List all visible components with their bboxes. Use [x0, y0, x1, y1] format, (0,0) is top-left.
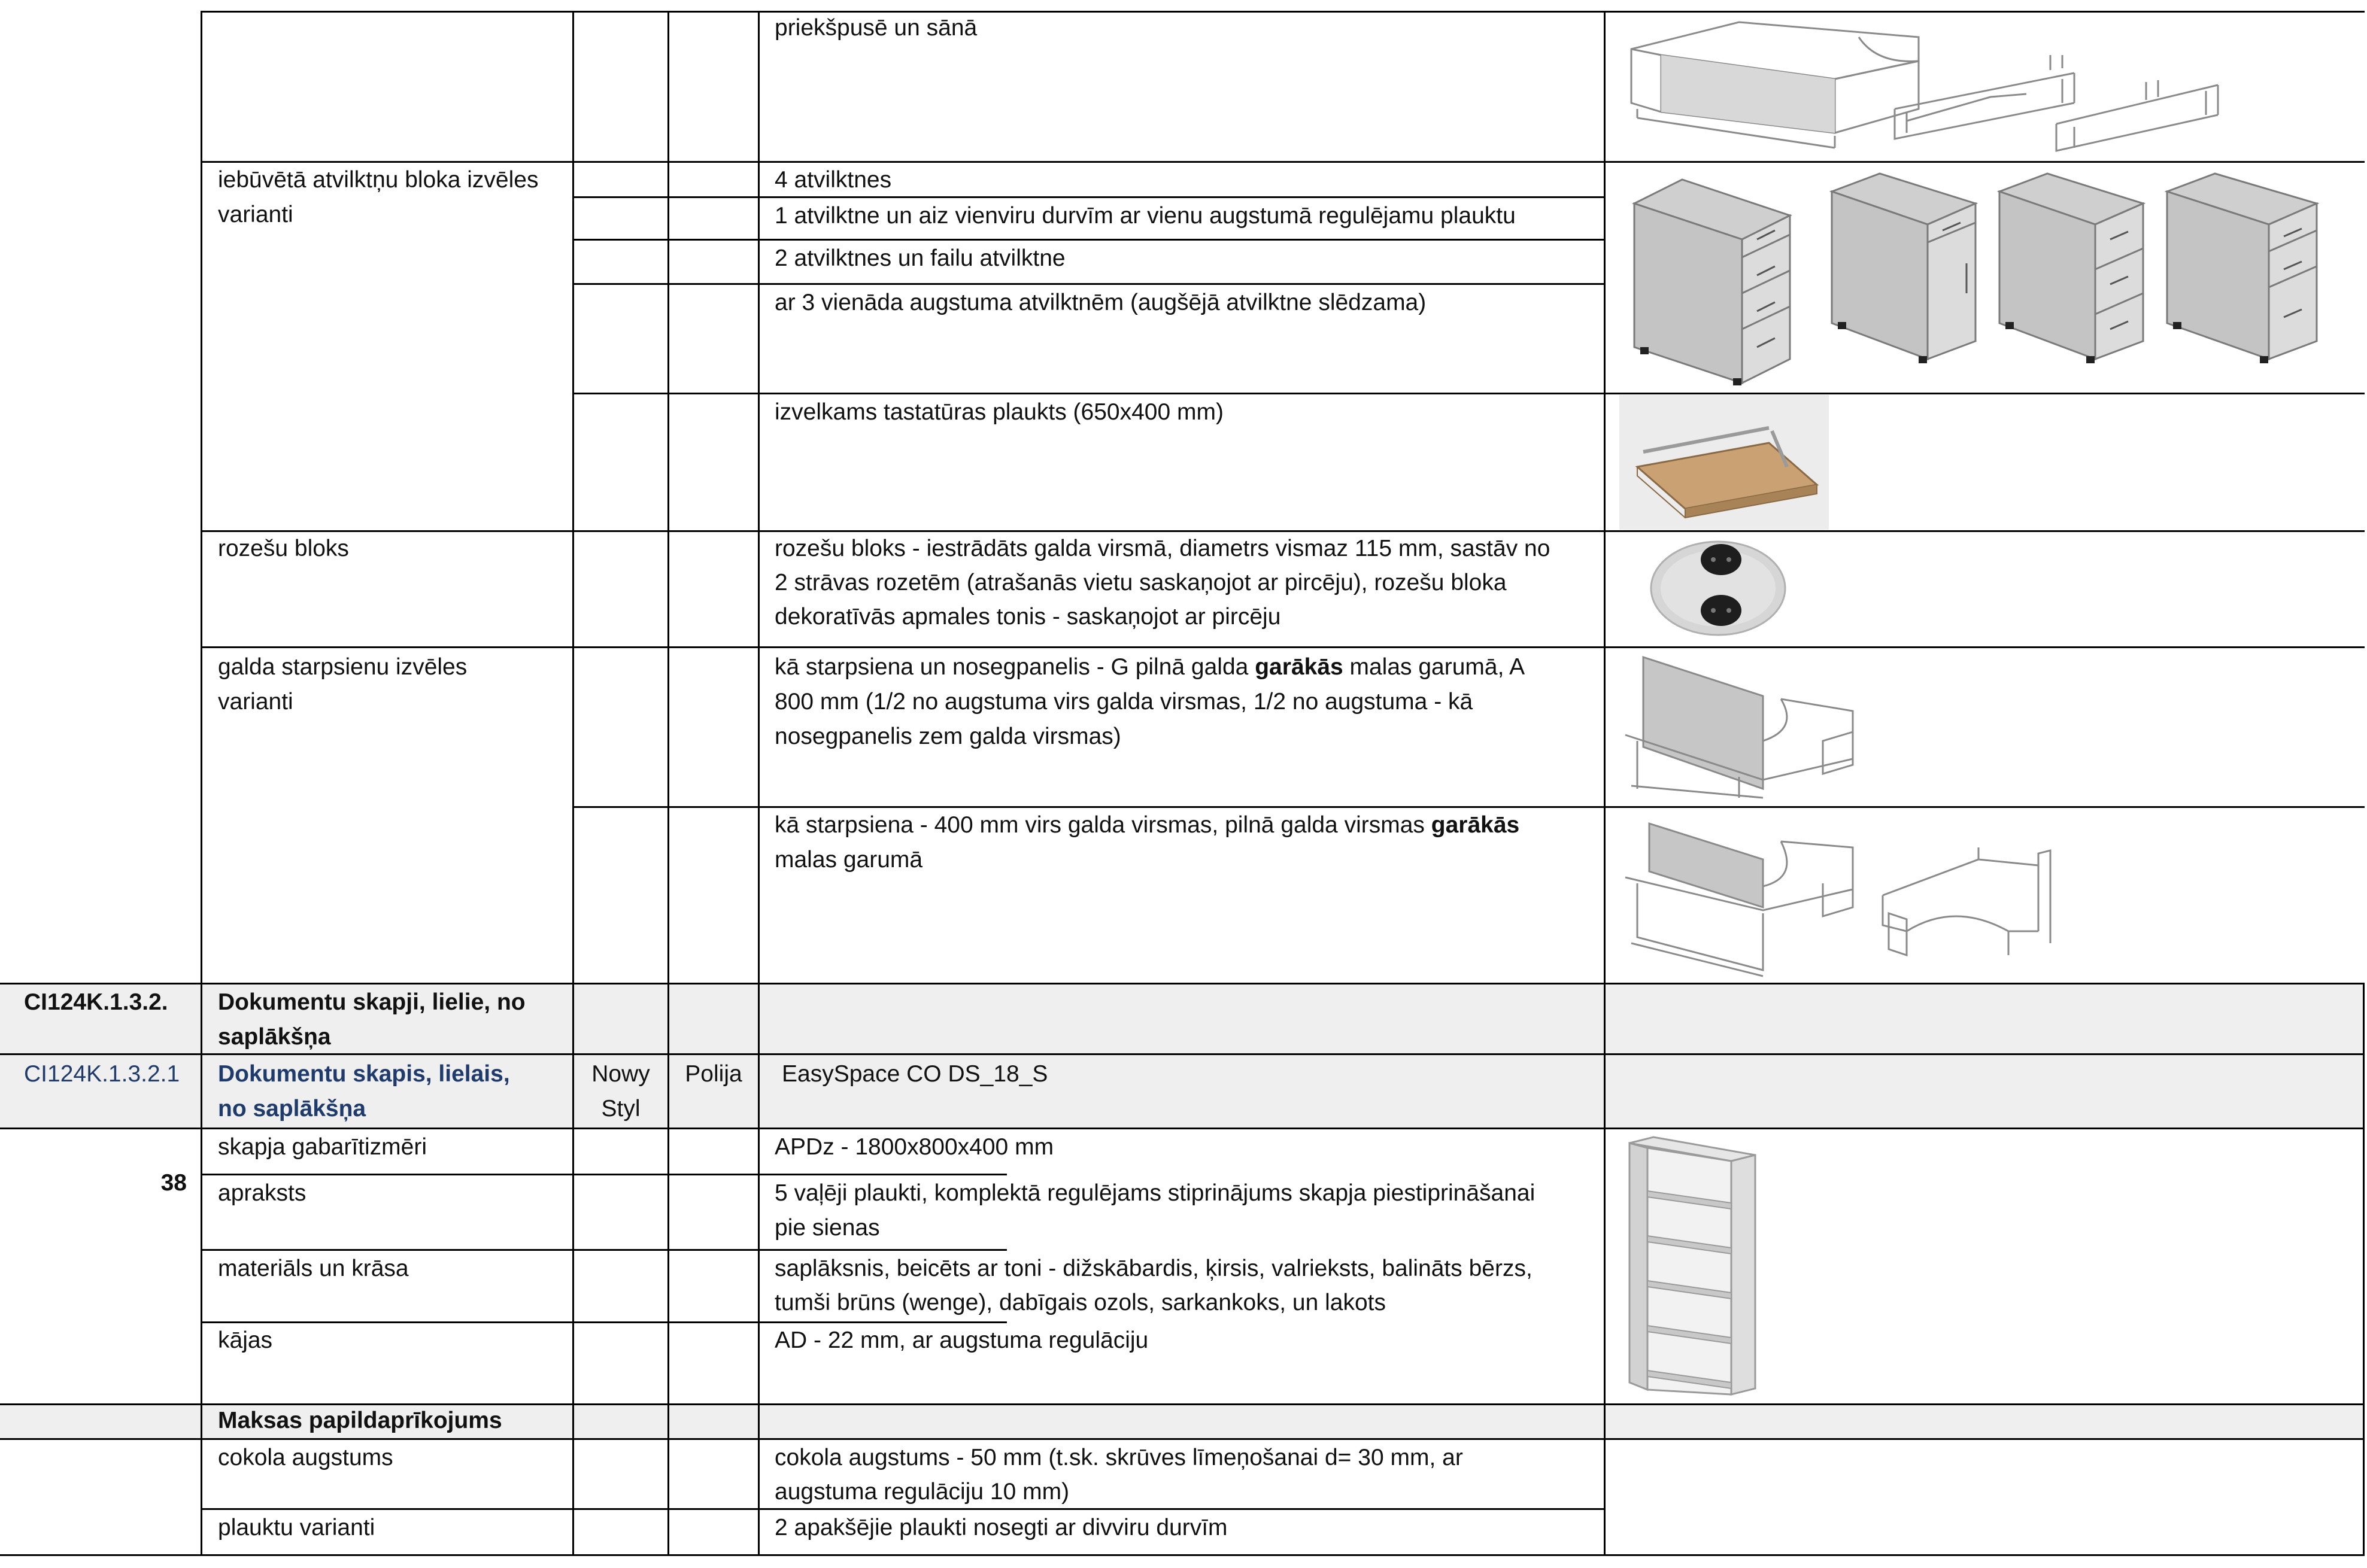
- cabinet-value: AD - 22 mm, ar augstuma regulāciju: [775, 1327, 1149, 1353]
- drawer-option: ar 3 vienāda augstuma atvilktnēm (augšējā atvilktne slēdzama): [775, 290, 1427, 315]
- socket-desc-line2: 2 strāvas rozetēm (atrašanās vietu saskaņojot ar pircēju), rozešu bloka: [775, 570, 1507, 595]
- extras-label: plauktu varianti: [218, 1515, 375, 1540]
- row-line: [0, 983, 2365, 984]
- col-line-1: [201, 11, 202, 1556]
- text-run: malas garumā, A: [1343, 654, 1525, 680]
- drawer-label-line1: iebūvētā atvilktņu bloka izvēles: [218, 167, 539, 193]
- keyboard-tray-figure: [1619, 395, 1829, 530]
- item-title-line1: Dokumentu skapis, lielais,: [218, 1061, 510, 1087]
- drawer-option: 1 atvilktne un aiz vienviru durvīm ar vienu augstumā regulējamu plauktu: [775, 203, 1516, 229]
- item-maker-line1: Nowy: [591, 1061, 650, 1087]
- col-line-2: [572, 11, 574, 1556]
- item-model: EasySpace CO DS_18_S: [782, 1061, 1048, 1087]
- drawer-option: 2 atvilktnes un failu atvilktne: [775, 245, 1066, 271]
- bookcase-figure: [1623, 1131, 1767, 1399]
- desk-partition-figure: [1619, 651, 1859, 801]
- cabinet-label: skapja gabarītizmēri: [218, 1134, 427, 1160]
- partition-desc1-line1: [775, 650, 1525, 685]
- desk-upper-partition-figure: [1619, 812, 2074, 979]
- extras-header: Maksas papildaprīkojums: [218, 1408, 502, 1433]
- col-line-4: [758, 11, 760, 1556]
- row-line: [572, 283, 1604, 285]
- item-code: CI124K.1.3.2.1: [24, 1061, 180, 1087]
- cabinet-value: 5 vaļēji plaukti, komplektā regulējams stiprinājums skapja piestiprināšanai: [775, 1180, 1535, 1206]
- cabinet-value: APDz - 1800x800x400 mm: [775, 1134, 1054, 1160]
- row-line-top: [201, 11, 2365, 13]
- cabinet-label: apraksts: [218, 1180, 307, 1206]
- row-line: [572, 239, 1604, 241]
- desk-front-panel-figure: [1619, 13, 2308, 157]
- row-line-bottom: [0, 1554, 2365, 1556]
- cabinet-value: pie sienas: [775, 1215, 880, 1241]
- socket-block-figure: [1646, 536, 1790, 637]
- text-run: kā starpsiena - 400 mm virs galda virsmas, pilnā galda virsmas: [775, 812, 1431, 838]
- row-number: 38: [160, 1170, 187, 1196]
- row-line: [0, 1128, 2365, 1129]
- socket-desc-line1: rozešu bloks - iestrādāts galda virsmā, diametrs vismaz 115 mm, sastāv no: [775, 536, 1550, 561]
- extras-value: cokola augstums - 50 mm (t.sk. skrūves līmeņošanai d= 30 mm, ar: [775, 1445, 1463, 1470]
- partition-label-line1: galda starpsienu izvēles: [218, 654, 468, 680]
- drawer-option: izvelkams tastatūras plaukts (650x400 mm): [775, 399, 1224, 425]
- section-title-line1: Dokumentu skapji, lielie, no: [218, 989, 526, 1015]
- text-run-bold: garākās: [1255, 654, 1343, 680]
- socket-desc-line3: dekoratīvās apmales tonis - saskaņojot ar pircēju: [775, 604, 1281, 630]
- extras-label: cokola augstums: [218, 1445, 393, 1470]
- drawer-pedestal-figure: [1628, 168, 2335, 389]
- partition-desc1-line2: 800 mm (1/2 no augstuma virs galda virsmas, 1/2 no augstuma - kā: [775, 689, 1473, 715]
- item-maker-line2: Styl: [601, 1096, 641, 1122]
- desc-front-side: priekšpusē un sānā: [775, 15, 978, 41]
- socket-label: rozešu bloks: [218, 536, 349, 561]
- text-run-bold: garākās: [1431, 812, 1520, 838]
- text-run: kā starpsiena un nosegpanelis - G pilnā galda: [775, 654, 1255, 680]
- drawer-option: 4 atvilktnes: [775, 167, 892, 193]
- partition-desc2-line1: [775, 808, 1519, 843]
- row-line: [572, 196, 1604, 198]
- row-line: [0, 1053, 2365, 1055]
- cabinet-label: materiāls un krāsa: [218, 1256, 409, 1281]
- col-line-5: [1604, 11, 1606, 1556]
- partition-desc1-line3: nosegpanelis zem galda virsmas): [775, 724, 1121, 749]
- cabinet-label: kājas: [218, 1327, 273, 1353]
- row-line: [0, 1438, 2365, 1440]
- cabinet-value: saplāksnis, beicēts ar toni - dižskābardis, ķirsis, valrieksts, balināts bērzs,: [775, 1256, 1533, 1281]
- row-line: [201, 1249, 1007, 1251]
- extras-value: augstuma regulāciju 10 mm): [775, 1479, 1070, 1505]
- cabinet-value: tumši brūns (wenge), dabīgais ozols, sarkankoks, un lakots: [775, 1290, 1386, 1315]
- partition-label-line2: varianti: [218, 689, 293, 715]
- row-line: [201, 646, 2365, 648]
- item-title-line2: no saplākšņa: [218, 1096, 366, 1122]
- extras-value: 2 apakšējie plaukti nosegti ar divviru durvīm: [775, 1515, 1228, 1540]
- item-country: Polija: [685, 1061, 742, 1087]
- row-line: [201, 1174, 1007, 1175]
- col-line-3: [667, 11, 669, 1556]
- section-title-line2: saplākšņa: [218, 1024, 331, 1050]
- drawer-label-line2: varianti: [218, 202, 293, 227]
- col-line-right: [2363, 983, 2365, 1556]
- section-code: CI124K.1.3.2.: [24, 989, 168, 1015]
- row-line: [572, 393, 2365, 394]
- partition-desc2-line2: malas garumā: [775, 847, 923, 873]
